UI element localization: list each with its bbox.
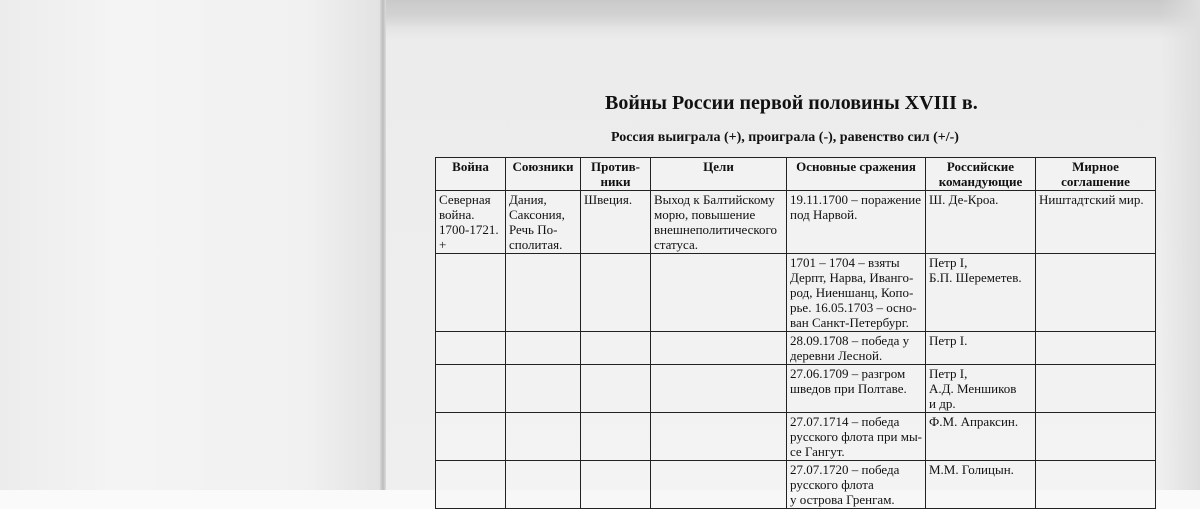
- header-opponents: Против- ники: [581, 158, 651, 191]
- empty-cell: [651, 365, 787, 413]
- table-row: [436, 461, 1156, 509]
- empty-cell: [651, 461, 787, 509]
- commanders-cell: Петр I, Б.П. Шереметев.: [926, 254, 1036, 332]
- page-title: Войны России первой половины XVIII в.: [605, 92, 978, 114]
- empty-cell: [1036, 461, 1156, 509]
- battle-cell: 27.07.1720 – победа русского флота у острова Гренгам.: [787, 461, 926, 509]
- page-top-shadow: [386, 0, 1200, 28]
- commanders-cell: Ш. Де-Кроа.: [926, 191, 1036, 254]
- empty-cell: [1036, 413, 1156, 461]
- table-row: [436, 413, 1156, 461]
- commanders-cell: Ф.М. Апраксин.: [926, 413, 1036, 461]
- page-subtitle: Россия выиграла (+), проиграла (-), равенство сил (+/-): [611, 130, 959, 145]
- table-row: [436, 332, 1156, 365]
- book-fold: [380, 0, 386, 490]
- allies-cell: Дания, Саксония, Речь По- сполитая.: [506, 191, 581, 254]
- empty-cell: [506, 461, 581, 509]
- goals-cell: Выход к Балтийскому морю, повышение внешнеполитического статуса.: [651, 191, 787, 254]
- empty-cell: [581, 461, 651, 509]
- empty-cell: [436, 332, 506, 365]
- empty-cell: [506, 413, 581, 461]
- empty-cell: [436, 365, 506, 413]
- empty-cell: [651, 332, 787, 365]
- table-row: [436, 191, 1156, 254]
- battle-cell: 28.09.1708 – победа у деревни Лесной.: [787, 332, 926, 365]
- header-goals: Цели: [651, 158, 787, 191]
- empty-cell: [1036, 254, 1156, 332]
- commanders-cell: Петр I.: [926, 332, 1036, 365]
- empty-cell: [506, 332, 581, 365]
- empty-cell: [506, 254, 581, 332]
- table-header-row: [436, 158, 1156, 191]
- treaty-cell: Ништадтский мир.: [1036, 191, 1156, 254]
- header-treaty: Мирное соглашение: [1036, 158, 1156, 191]
- empty-cell: [581, 254, 651, 332]
- header-war: Война: [436, 158, 506, 191]
- header-commanders: Российские командующие: [926, 158, 1036, 191]
- battle-cell: 19.11.1700 – поражение под Нарвой.: [787, 191, 926, 254]
- empty-cell: [581, 332, 651, 365]
- battle-cell: 27.06.1709 – разгром шведов при Полтаве.: [787, 365, 926, 413]
- commanders-cell: Петр I, А.Д. Меншиков и др.: [926, 365, 1036, 413]
- empty-cell: [436, 461, 506, 509]
- table-row: [436, 365, 1156, 413]
- battle-cell: 27.07.1714 – победа русского флота при мы- се Гангут.: [787, 413, 926, 461]
- empty-cell: [581, 365, 651, 413]
- left-page: [0, 0, 382, 490]
- empty-cell: [436, 254, 506, 332]
- opponents-cell: Швеция.: [581, 191, 651, 254]
- war-cell: Северная война. 1700-1721. +: [436, 191, 506, 254]
- battle-cell: 1701 – 1704 – взяты Дерпт, Нарва, Иванго- род, Ниеншанц, Копо- рье. 16.05.1703 – осно- ван Санкт-Петербург.: [787, 254, 926, 332]
- empty-cell: [1036, 332, 1156, 365]
- empty-cell: [651, 254, 787, 332]
- header-allies: Союзники: [506, 158, 581, 191]
- empty-cell: [436, 413, 506, 461]
- empty-cell: [506, 365, 581, 413]
- page-edge-shadow: [1160, 0, 1200, 490]
- empty-cell: [651, 413, 787, 461]
- commanders-cell: М.М. Голицын.: [926, 461, 1036, 509]
- table-row: [436, 254, 1156, 332]
- header-battles: Основные сражения: [787, 158, 926, 191]
- empty-cell: [1036, 365, 1156, 413]
- empty-cell: [581, 413, 651, 461]
- wars-table: [435, 157, 1156, 509]
